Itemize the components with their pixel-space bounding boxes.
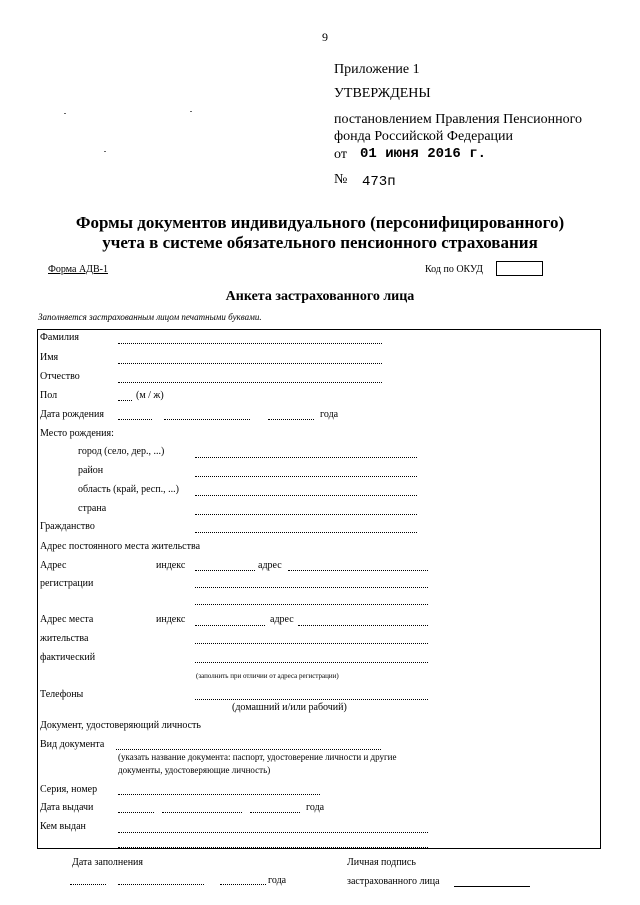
birth-day-field[interactable] <box>118 419 152 420</box>
reg-address-label-2: регистрации <box>40 578 94 589</box>
actual-address-label-1: Адрес места <box>40 614 94 625</box>
surname-field[interactable] <box>118 343 382 344</box>
country-field[interactable] <box>195 514 417 515</box>
phones-field[interactable] <box>195 699 428 700</box>
document-title-line-1: Формы документов индивидуального (персонифицированного) <box>75 213 565 232</box>
patronymic-field[interactable] <box>118 382 382 383</box>
issue-year-word: года <box>306 802 325 813</box>
appendix-label: Приложение 1 <box>334 62 420 77</box>
surname-label: Фамилия <box>40 332 79 343</box>
actual-address-field-3[interactable] <box>195 662 428 663</box>
issued-by-field-1[interactable] <box>118 832 428 833</box>
citizenship-label: Гражданство <box>40 521 95 532</box>
actual-address-label-3: фактический <box>40 652 96 663</box>
approved-label: УТВЕРЖДЕНЫ <box>334 86 431 101</box>
phones-hint: (домашний и/или рабочий) <box>232 702 347 713</box>
instruction-text: Заполняется застрахованным лицом печатными буквами. <box>38 312 262 322</box>
actual-address-hint: (заполнить при отличии от адреса регистрации) <box>196 672 339 680</box>
birth-place-label: Место рождения: <box>40 428 114 439</box>
sex-label: Пол <box>40 390 58 401</box>
signature-field[interactable] <box>454 886 530 887</box>
reg-address-label-1: Адрес <box>40 560 67 571</box>
sex-field[interactable] <box>118 400 132 401</box>
reg-address-field-1[interactable] <box>288 570 428 571</box>
doc-type-hint-2: документы, удостоверяющие личность) <box>118 765 271 775</box>
form-title: Анкета застрахованного лица <box>225 289 415 304</box>
issue-year-field[interactable] <box>250 812 300 813</box>
citizenship-field[interactable] <box>195 532 417 533</box>
page-number: 9 <box>322 30 328 44</box>
fill-year-word: года <box>268 875 287 886</box>
id-document-label: Документ, удостоверяющий личность <box>40 720 201 731</box>
issue-month-field[interactable] <box>162 812 242 813</box>
name-field[interactable] <box>118 363 382 364</box>
reg-index-label: индекс <box>156 560 186 571</box>
doc-type-field[interactable] <box>116 749 381 750</box>
birth-year-field[interactable] <box>268 419 314 420</box>
fill-day-field[interactable] <box>70 884 106 885</box>
actual-index-label: индекс <box>156 614 186 625</box>
sex-hint: (м / ж) <box>136 390 164 401</box>
approval-line-2: фонда Российской Федерации <box>334 129 514 144</box>
district-label: район <box>78 465 104 476</box>
issued-by-label: Кем выдан <box>40 821 86 832</box>
approval-number: 473п <box>362 174 396 190</box>
issue-day-field[interactable] <box>118 812 154 813</box>
actual-address-field-2[interactable] <box>195 643 428 644</box>
reg-address-word: адрес <box>258 560 282 571</box>
country-label: страна <box>78 503 107 514</box>
series-number-field[interactable] <box>118 794 320 795</box>
fill-date-label: Дата заполнения <box>72 857 143 868</box>
doc-type-hint-1: (указать название документа: паспорт, удостоверение личности и другие <box>118 752 397 762</box>
region-field[interactable] <box>195 495 417 496</box>
fill-year-field[interactable] <box>220 884 266 885</box>
form-code: Форма АДВ-1 <box>48 264 108 275</box>
actual-address-word: адрес <box>270 614 294 625</box>
okud-code-field[interactable] <box>496 261 543 276</box>
approval-line-1: постановлением Правления Пенсионного <box>334 112 583 127</box>
scan-speck <box>190 111 192 112</box>
city-label: город (село, дер., ...) <box>78 446 165 457</box>
doc-type-label: Вид документа <box>40 739 105 750</box>
approval-from-label: от <box>334 147 347 162</box>
reg-address-field-2[interactable] <box>195 587 428 588</box>
reg-index-field[interactable] <box>195 570 255 571</box>
number-sign: № <box>334 172 348 187</box>
name-label: Имя <box>40 352 59 363</box>
city-field[interactable] <box>195 457 417 458</box>
birth-month-field[interactable] <box>164 419 250 420</box>
actual-address-label-2: жительства <box>40 633 89 644</box>
permanent-address-label: Адрес постоянного места жительства <box>40 541 201 552</box>
series-number-label: Серия, номер <box>40 784 98 795</box>
actual-index-field[interactable] <box>195 625 265 626</box>
reg-address-field-3[interactable] <box>195 604 428 605</box>
region-label: область (край, респ., ...) <box>78 484 179 495</box>
signature-label-2: застрахованного лица <box>347 876 440 887</box>
issued-by-field-2[interactable] <box>118 847 428 848</box>
document-title-line-2: учета в системе обязательного пенсионного страхования <box>102 233 538 252</box>
birth-year-word: года <box>320 409 339 420</box>
issue-date-label: Дата выдачи <box>40 802 94 813</box>
patronymic-label: Отчество <box>40 371 80 382</box>
okud-label: Код по ОКУД <box>425 264 483 275</box>
signature-label-1: Личная подпись <box>347 857 416 868</box>
birth-date-label: Дата рождения <box>40 409 104 420</box>
scan-speck <box>104 151 106 152</box>
phones-label: Телефоны <box>40 689 84 700</box>
district-field[interactable] <box>195 476 417 477</box>
fill-month-field[interactable] <box>118 884 204 885</box>
scan-speck <box>64 113 66 114</box>
approval-date: 01 июня 2016 г. <box>360 146 487 162</box>
actual-address-field-1[interactable] <box>298 625 428 626</box>
